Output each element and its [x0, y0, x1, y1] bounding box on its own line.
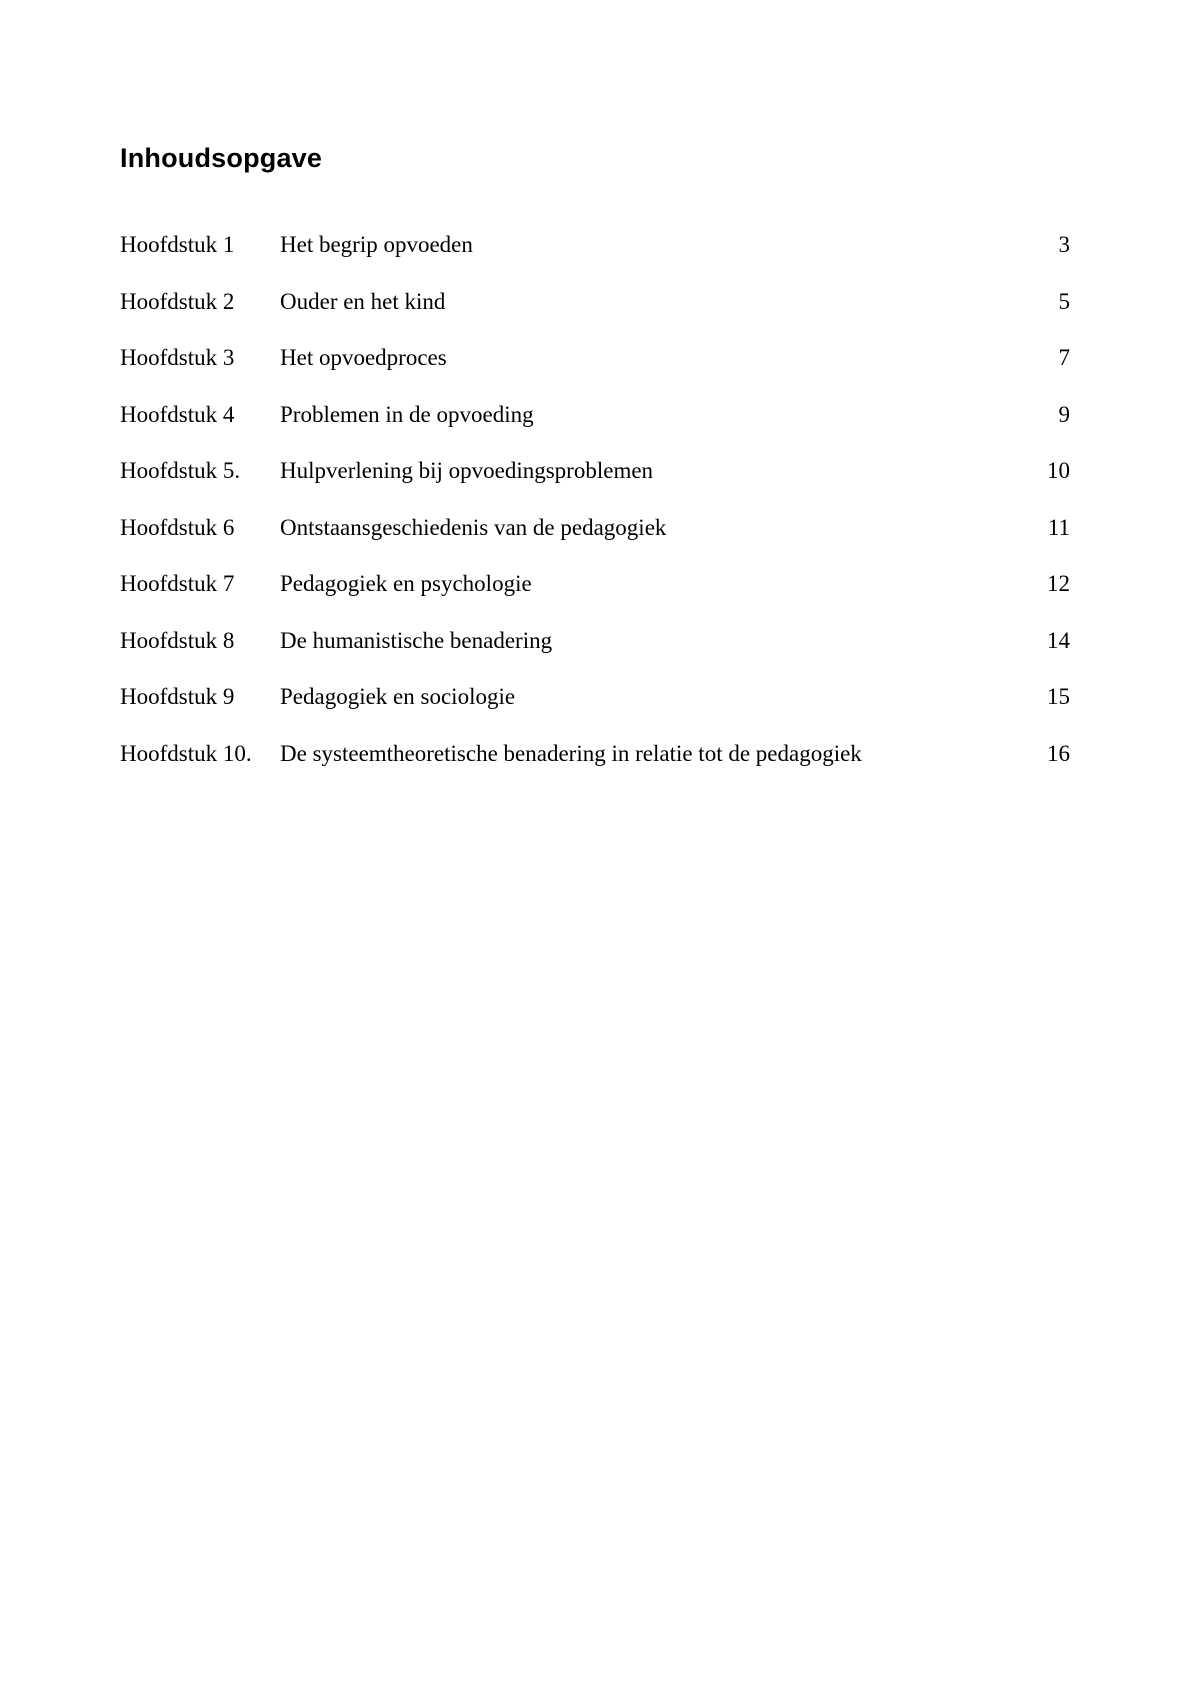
toc-entry[interactable]	[120, 567, 1070, 624]
toc-list	[120, 228, 1070, 793]
toc-entry[interactable]	[120, 341, 1070, 398]
toc-chapter-label: Hoofdstuk 5.	[120, 458, 241, 483]
toc-chapter-title: Pedagogiek en psychologie	[280, 571, 532, 596]
toc-chapter-title: De humanistische benadering	[280, 627, 553, 653]
toc-entry[interactable]	[120, 454, 1070, 511]
toc-page-number: 10	[1047, 458, 1070, 483]
toc-chapter-label: Hoofdstuk 6	[120, 514, 235, 540]
toc-chapter-title: Pedagogiek en sociologie	[280, 684, 516, 709]
toc-chapter-label: Hoofdstuk 3	[120, 345, 235, 370]
toc-chapter-label: Hoofdstuk 2	[120, 288, 235, 314]
toc-entry[interactable]	[120, 285, 1070, 342]
toc-chapter-title: Problemen in de opvoeding	[280, 401, 534, 427]
toc-page-number: 12	[1047, 571, 1070, 596]
toc-chapter-title: Het opvoedproces	[280, 345, 447, 370]
toc-page-number: 7	[1058, 345, 1070, 370]
toc-page-number: 14	[1047, 627, 1070, 653]
toc-chapter-label: Hoofdstuk 8	[120, 627, 235, 653]
toc-page-number: 15	[1047, 684, 1070, 709]
toc-page-number: 9	[1058, 401, 1070, 427]
toc-chapter-title: Het begrip opvoeden	[280, 232, 473, 257]
toc-page-number: 5	[1058, 288, 1070, 314]
toc-entry[interactable]	[120, 680, 1070, 737]
toc-heading: Inhoudsopgave	[120, 143, 323, 173]
toc-page-number: 11	[1047, 514, 1070, 540]
toc-page-number: 16	[1047, 740, 1070, 766]
toc-chapter-label: Hoofdstuk 10.	[120, 740, 252, 766]
toc-chapter-title: Hulpverlening bij opvoedingsproblemen	[280, 458, 654, 483]
toc-entry[interactable]	[120, 737, 1070, 794]
toc-entry[interactable]	[120, 511, 1070, 568]
toc-chapter-title: De systeemtheoretische benadering in relatie tot de pedagogiek	[280, 740, 862, 766]
toc-chapter-title: Ouder en het kind	[280, 288, 446, 314]
toc-chapter-label: Hoofdstuk 7	[120, 571, 235, 596]
toc-chapter-label: Hoofdstuk 9	[120, 684, 235, 709]
toc-entry[interactable]	[120, 624, 1070, 681]
toc-entry[interactable]	[120, 398, 1070, 455]
toc-chapter-label: Hoofdstuk 4	[120, 401, 235, 427]
toc-entry[interactable]	[120, 228, 1070, 285]
toc-page-number: 3	[1058, 232, 1070, 257]
toc-chapter-title: Ontstaansgeschiedenis van de pedagogiek	[280, 514, 667, 540]
toc-chapter-label: Hoofdstuk 1	[120, 232, 235, 257]
